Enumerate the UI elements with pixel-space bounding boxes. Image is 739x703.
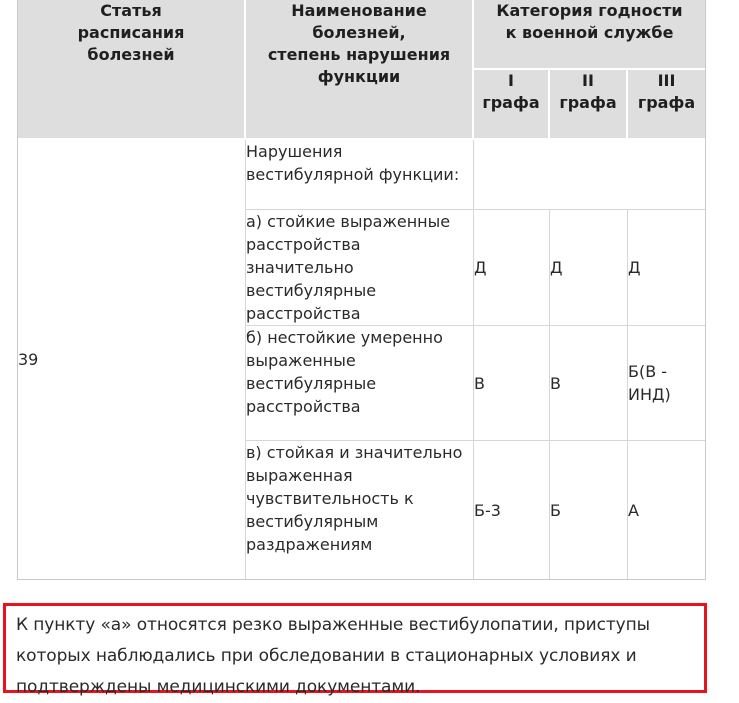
row-c-grade-1: Б-3 [474,441,550,579]
header-column-2: II графа [550,70,628,140]
row-c-grade-3: А [628,500,639,520]
row-a-grade-3: Д [628,210,705,326]
intro-empty-cell [474,140,705,210]
header-disease-name: Наименование болезней, степень нарушения функции [246,0,474,140]
header-article: Статья расписания болезней [18,0,246,140]
row-c-description: в) стойкая и значительно выраженная чувствительность к вестибулярным раздражениям [246,441,474,579]
row-b-grade-2: В [550,326,628,441]
row-a-grade-2: Д [550,210,628,326]
header-column-1: I графа [474,70,550,140]
row-b-grade-3: Б(В - ИНД) [628,326,705,441]
header-column-3: III графа [628,70,705,140]
note-text: К пункту «а» относятся резко выраженные вестибулопатии, приступы которых наблюдались при обследовании в стационарных условиях и подтверждены медицинскими документами. [16,615,650,697]
row-a-description: а) стойкие выраженные расстройства значительно вестибулярные расстройства [246,210,474,326]
row-a-grade-1: Д [474,210,550,326]
header-fitness-category: Категория годности к военной службе [474,0,705,70]
article-number: 39 [18,140,246,579]
intro-text: Нарушения вестибулярной функции: [246,140,474,210]
highlighted-note [3,603,707,697]
row-c-grade-2: Б [550,441,628,579]
disease-schedule-table [17,0,706,580]
row-b-grade-1: В [474,326,550,441]
row-b-description: б) нестойкие умеренно выраженные вестибулярные расстройства [246,326,474,441]
